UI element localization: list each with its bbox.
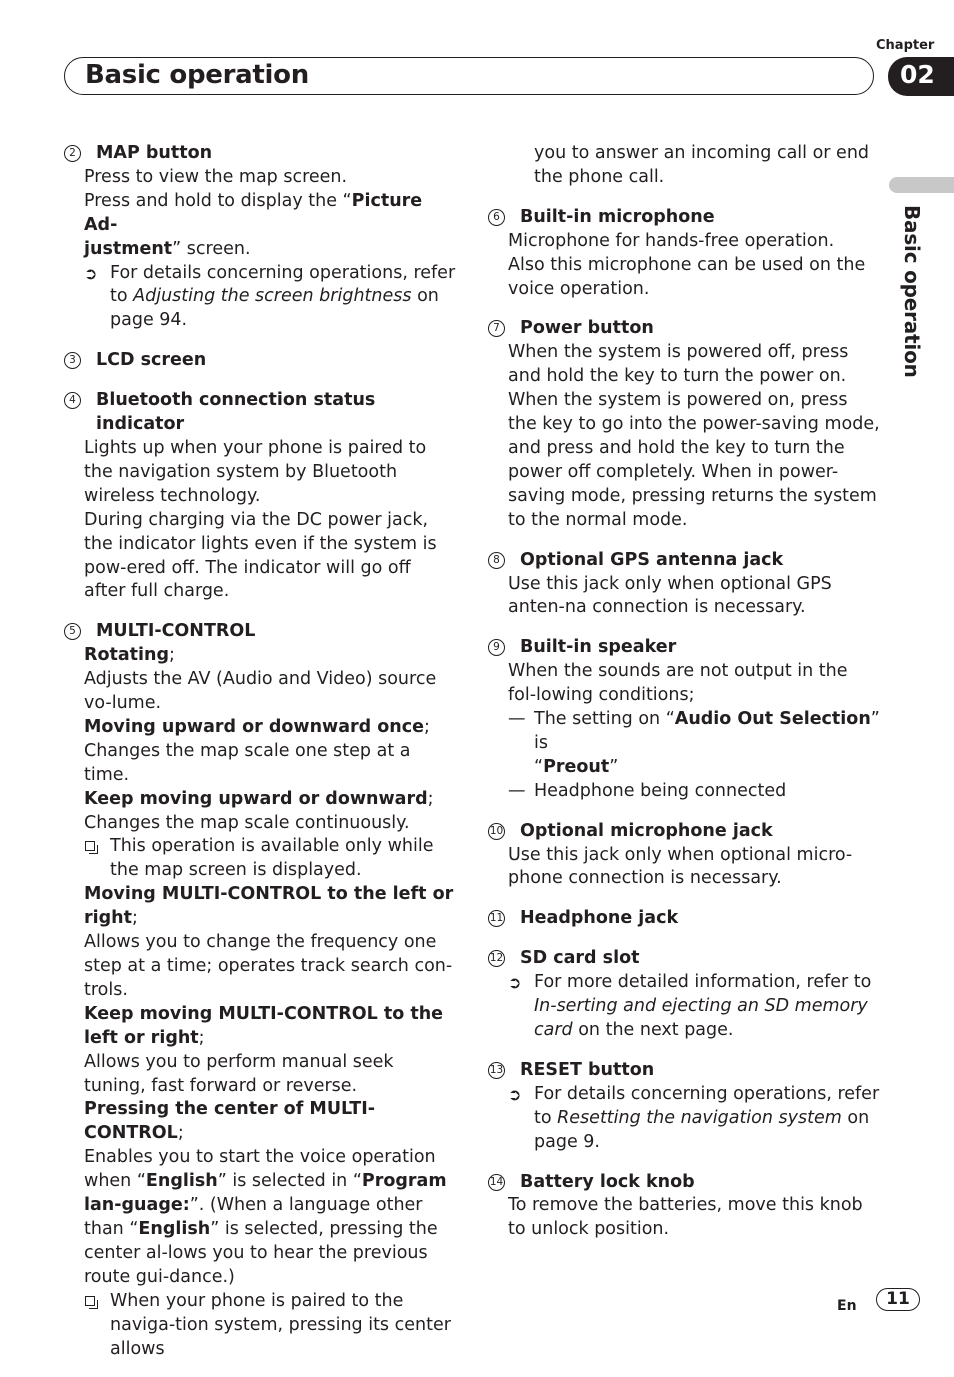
item-builtin-microphone: [488, 206, 880, 302]
item-number: 4: [64, 392, 81, 409]
item-gps-antenna-jack: [488, 549, 880, 621]
item-text: Press to view the map screen.: [84, 166, 348, 187]
dash-item: — Headphone being connected: [508, 780, 787, 801]
item-multi-control: [64, 620, 456, 1361]
chapter-label: Chapter: [876, 38, 935, 53]
item-title: MAP button: [96, 143, 213, 163]
item-text: Changes the map scale one step at a time.: [84, 740, 411, 785]
item-text: Adjusts the AV (Audio and Video) source vo-lume.: [84, 669, 437, 714]
item-title: Bluetooth connection status indicator: [96, 390, 376, 435]
item-text: When the system is powered on, press the key to go into the power-saving mode, and press and hold the key to turn the power off completely. When in power-saving mode, pressing returns the system to the normal mode.: [508, 390, 880, 530]
arrow-right-icon: ➲: [508, 1084, 522, 1104]
left-column: [64, 142, 456, 1377]
note: When your phone is paired to the naviga-tion system, pressing its center allows: [64, 1290, 456, 1362]
right-column: [488, 142, 880, 1258]
item-text: Enables you to start the voice operation when “English” is selected in “Program lan-guage:”. (When a language other than “English” is selected, pressing the center al-lows you to hear the previous route gui-dance.): [84, 1147, 447, 1287]
item-text: Press and hold to display the “Picture Ad- justment” screen.: [84, 190, 423, 259]
item-number: 7: [488, 320, 505, 337]
item-title: MULTI-CONTROL: [96, 621, 256, 642]
side-tab-marker: [889, 177, 954, 193]
arrow-right-icon: ➲: [508, 973, 522, 993]
item-number: 14: [488, 1174, 505, 1191]
item-title: Optional GPS antenna jack: [520, 549, 784, 570]
item-title: Headphone jack: [520, 908, 679, 929]
item-number: 13: [488, 1062, 505, 1079]
item-number: 6: [488, 209, 505, 226]
item-number: 8: [488, 552, 505, 569]
checkbox-icon: [85, 1296, 95, 1306]
chapter-badge: [888, 57, 954, 96]
item-title: SD card slot: [520, 948, 640, 969]
item-title: Built-in speaker: [520, 637, 677, 658]
subhead: Keep moving upward or downward;: [84, 788, 434, 809]
subhead: Keep moving MULTI-CONTROL to the left or right;: [84, 1003, 444, 1048]
item-text: When the system is powered off, press and hold the key to turn the power on.: [508, 342, 849, 387]
chapter-number: 02: [900, 60, 935, 89]
item-number: 10: [488, 823, 505, 840]
checkbox-icon: [85, 841, 95, 851]
item-reset-button: [488, 1059, 880, 1155]
item-number: 5: [64, 623, 81, 640]
item-bluetooth-indicator: [64, 389, 456, 604]
side-section-label: Basic operation: [900, 205, 924, 378]
item-headphone-jack: [488, 907, 880, 931]
item-builtin-speaker: [488, 636, 880, 803]
item-text: When the sounds are not output in the fol-lowing conditions;: [508, 661, 848, 706]
reference-note: ➲ For more detailed information, refer to In-serting and ejecting an SD memory card on the next page.: [508, 972, 872, 1040]
item-number: 11: [488, 910, 505, 927]
item-number: 9: [488, 639, 505, 656]
item-lcd-screen: [64, 349, 456, 373]
item-title: Optional microphone jack: [520, 820, 773, 841]
note: This operation is available only while the map screen is displayed.: [64, 835, 456, 883]
item-text: Lights up when your phone is paired to the navigation system by Bluetooth wireless technology.: [84, 437, 427, 506]
item-text: Use this jack only when optional GPS anten-na connection is necessary.: [508, 573, 832, 618]
item-text: Allows you to perform manual seek tuning, fast forward or reverse.: [84, 1051, 394, 1096]
item-map-button: [64, 142, 456, 333]
item-title: LCD screen: [96, 350, 207, 371]
page-title: Basic operation: [85, 60, 309, 90]
item-title: RESET button: [520, 1059, 655, 1080]
item-text: Allows you to change the frequency one step at a time; operates track search con-trols.: [84, 932, 453, 1000]
item-microphone-jack: [488, 820, 880, 892]
item-text: During charging via the DC power jack, the indicator lights even if the system is pow-ered off. The indicator will go off after full charge.: [84, 509, 437, 602]
arrow-right-icon: ➲: [84, 263, 98, 283]
item-number: 12: [488, 950, 505, 967]
language-label: En: [837, 1298, 857, 1314]
dash-item: — The setting on “Audio Out Selection” is “Preout”: [508, 709, 880, 777]
item-text: Microphone for hands-free operation.: [508, 230, 835, 251]
item-title: Built-in microphone: [520, 206, 715, 227]
item-title: Battery lock knob: [520, 1171, 695, 1192]
item-text: Use this jack only when optional micro-phone connection is necessary.: [508, 844, 853, 889]
subhead: Moving MULTI-CONTROL to the left or right;: [84, 884, 454, 929]
item-text: Changes the map scale continuously.: [84, 812, 410, 833]
item-power-button: [488, 317, 880, 532]
note-continuation: you to answer an incoming call or end the phone call.: [534, 143, 870, 187]
item-number: 2: [64, 145, 81, 162]
reference-note: ➲ For details concerning operations, refer to Resetting the navigation system on page 9.: [508, 1083, 880, 1152]
item-text: To remove the batteries, move this knob to unlock position.: [508, 1195, 863, 1240]
item-battery-lock-knob: [488, 1171, 880, 1243]
item-number: 3: [64, 352, 81, 369]
page-number: 11: [876, 1288, 920, 1311]
subhead: Moving upward or downward once;: [84, 716, 430, 737]
item-text: Also this microphone can be used on the voice operation.: [508, 254, 866, 299]
item-sd-card-slot: [488, 947, 880, 1043]
subhead: Pressing the center of MULTI-CONTROL;: [84, 1099, 375, 1144]
subhead: Rotating;: [84, 645, 175, 666]
item-title: Power button: [520, 318, 654, 339]
reference-note: ➲ For details concerning operations, refer to Adjusting the screen brightness on page 94.: [84, 262, 456, 331]
section-title-bar: [64, 57, 874, 95]
